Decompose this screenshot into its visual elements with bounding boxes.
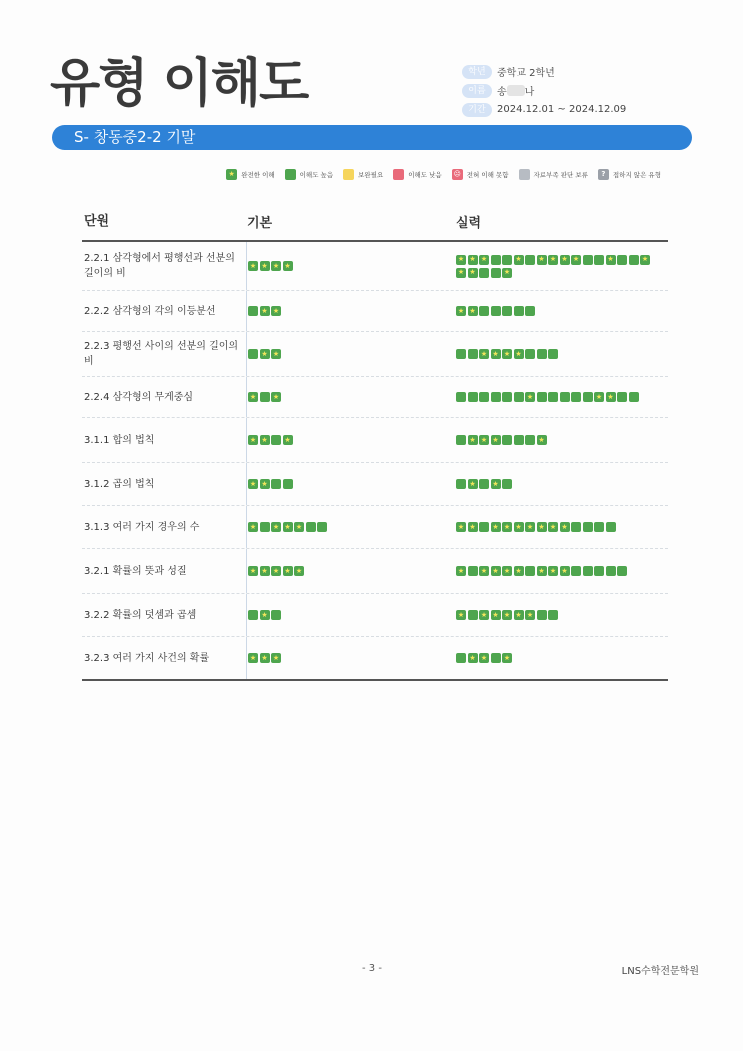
basic-markers <box>246 291 456 331</box>
high-understanding-marker <box>271 479 281 489</box>
high-understanding-marker <box>583 522 593 532</box>
high-understanding-marker <box>629 255 639 265</box>
full-understanding-marker: ★ <box>249 479 257 488</box>
table-row <box>82 594 668 637</box>
table-body <box>82 242 668 681</box>
full-understanding-marker: ★ <box>607 255 614 263</box>
full-understanding-marker: ★ <box>515 255 522 263</box>
legend-item <box>393 169 441 180</box>
full-understanding-marker: ★ <box>538 566 545 575</box>
high-understanding-marker <box>479 306 489 316</box>
unit-name: 2.2.4 삼각형의 무게중심 <box>84 391 194 403</box>
full-understanding-marker: ★ <box>272 349 280 358</box>
high-understanding-marker <box>548 349 558 359</box>
full-understanding-marker: ★ <box>538 522 545 531</box>
advanced-markers <box>456 566 661 576</box>
high-understanding-marker <box>537 610 547 620</box>
full-understanding-marker: ★ <box>249 435 257 444</box>
high-understanding-marker <box>260 392 270 402</box>
full-understanding-marker: ★ <box>249 522 257 531</box>
high-understanding-marker <box>491 392 501 402</box>
basic-markers <box>246 377 456 417</box>
full-understanding-marker: ★ <box>526 522 534 531</box>
high-understanding-marker <box>502 255 512 265</box>
high-understanding-marker <box>502 392 512 402</box>
high-understanding-marker <box>617 392 627 402</box>
basic-markers <box>246 463 456 505</box>
advanced-markers <box>456 610 661 620</box>
full-understanding-marker: ★ <box>457 268 465 276</box>
high-understanding-marker <box>514 306 524 316</box>
table-row <box>82 418 668 463</box>
high-understanding-marker <box>525 255 535 265</box>
high-understanding-marker <box>271 435 281 445</box>
unit-name: 2.2.3 평행선 사이의 선분의 길이의 비 <box>84 341 239 367</box>
high-understanding-marker <box>606 566 616 576</box>
high-understanding-marker <box>317 522 327 532</box>
advanced-markers <box>456 306 661 316</box>
high-understanding-marker <box>525 349 535 359</box>
full-understanding-marker: ★ <box>480 566 488 575</box>
full-understanding-marker: ★ <box>549 255 557 263</box>
high-understanding-marker <box>583 566 593 576</box>
high-understanding-marker <box>502 435 512 445</box>
full-understanding-marker: ★ <box>249 653 257 662</box>
unit-name: 3.1.3 여러 가지 경우의 수 <box>84 521 200 533</box>
basic-markers <box>246 418 456 462</box>
full-understanding-marker: ★ <box>457 610 465 619</box>
page-number: - 3 - <box>362 963 382 974</box>
high-understanding-marker <box>594 522 604 532</box>
high-understanding-marker <box>248 349 258 359</box>
advanced-markers <box>456 522 661 532</box>
legend-low-icon <box>393 169 404 180</box>
full-understanding-marker: ★ <box>515 610 522 619</box>
high-understanding-marker <box>594 255 604 265</box>
full-understanding-marker: ★ <box>503 522 511 531</box>
full-understanding-marker: ★ <box>480 349 488 358</box>
basic-markers <box>246 594 456 636</box>
high-understanding-marker <box>271 610 281 620</box>
full-understanding-marker: ★ <box>261 479 268 488</box>
full-understanding-marker: ★ <box>480 653 488 662</box>
high-understanding-marker <box>502 306 512 316</box>
full-understanding-marker: ★ <box>249 392 257 401</box>
high-understanding-marker <box>468 610 478 620</box>
high-understanding-marker <box>514 392 524 402</box>
full-understanding-marker: ★ <box>480 255 488 263</box>
legend-label: 이해도 낮음 <box>408 171 442 179</box>
full-understanding-marker: ★ <box>249 566 257 575</box>
high-understanding-marker <box>491 268 501 278</box>
high-understanding-marker <box>583 392 593 402</box>
full-understanding-marker: ★ <box>469 653 476 662</box>
high-understanding-marker <box>491 653 501 663</box>
full-understanding-marker: ★ <box>261 435 268 444</box>
high-understanding-marker <box>248 306 258 316</box>
full-understanding-marker: ★ <box>295 522 303 531</box>
legend-item <box>226 169 274 180</box>
full-understanding-marker: ★ <box>272 522 280 531</box>
full-understanding-marker: ★ <box>272 261 280 270</box>
advanced-markers <box>456 479 661 489</box>
high-understanding-marker <box>456 653 466 663</box>
full-understanding-marker: ★ <box>492 610 499 619</box>
high-understanding-marker <box>491 255 501 265</box>
high-understanding-marker <box>491 306 501 316</box>
full-understanding-marker: ★ <box>607 392 614 401</box>
advanced-markers <box>456 392 661 402</box>
full-understanding-marker: ★ <box>492 349 499 358</box>
legend-label: 전혀 이해 못함 <box>466 171 509 179</box>
full-understanding-marker: ★ <box>284 435 291 444</box>
legend-hold-icon <box>519 169 530 180</box>
unit-name: 3.1.1 합의 법칙 <box>84 434 155 446</box>
full-understanding-marker: ★ <box>284 566 291 575</box>
full-understanding-marker: ★ <box>261 306 268 315</box>
full-understanding-marker: ★ <box>261 566 268 575</box>
full-understanding-marker: ★ <box>641 255 649 263</box>
unit-name: 2.2.1 삼각형에서 평행선과 선분의 길이의 비 <box>84 253 235 279</box>
info-value: 2024.12.01 ~ 2024.12.09 <box>497 104 627 115</box>
high-understanding-marker <box>456 479 466 489</box>
table-row <box>82 506 668 549</box>
full-understanding-marker: ★ <box>261 653 268 662</box>
full-understanding-marker: ★ <box>561 522 568 531</box>
full-understanding-marker: ★ <box>503 566 511 575</box>
info-row-grade <box>462 62 626 81</box>
legend-unseen-icon: ? <box>598 169 609 180</box>
high-understanding-marker <box>468 349 478 359</box>
redacted-name <box>507 85 525 96</box>
full-understanding-marker: ★ <box>492 566 499 575</box>
full-understanding-marker: ★ <box>561 566 568 575</box>
legend-item <box>285 169 333 180</box>
full-understanding-marker: ★ <box>503 610 511 619</box>
full-understanding-marker: ★ <box>284 261 291 270</box>
high-understanding-marker <box>479 522 489 532</box>
full-understanding-marker: ★ <box>261 610 268 619</box>
info-row-name <box>462 81 626 100</box>
exam-banner: S- 창동중2-2 기말 <box>52 125 692 150</box>
understanding-table <box>82 203 668 681</box>
info-key: 학년 <box>462 65 492 79</box>
full-understanding-marker: ★ <box>469 435 476 444</box>
legend-label: 이해도 높음 <box>299 171 334 179</box>
page-title: 유형 이해도 <box>50 54 308 114</box>
advanced-markers <box>456 349 661 359</box>
high-understanding-marker <box>260 522 270 532</box>
basic-markers <box>246 242 456 290</box>
unit-name: 3.2.3 여러 가지 사건의 확률 <box>84 652 210 664</box>
high-understanding-marker <box>514 435 524 445</box>
high-understanding-marker <box>479 268 489 278</box>
full-understanding-marker: ★ <box>492 435 499 444</box>
unit-name: 3.2.1 확률의 뜻과 성질 <box>84 565 187 577</box>
full-understanding-marker: ★ <box>538 435 545 444</box>
student-info <box>462 62 626 119</box>
legend-label: 완전한 이해 <box>241 171 275 179</box>
unit-name: 3.2.2 확률의 덧셈과 곱셈 <box>84 609 197 621</box>
info-key: 기간 <box>462 103 492 117</box>
full-understanding-marker: ★ <box>515 522 522 531</box>
legend-star-icon: ★ <box>226 169 237 180</box>
full-understanding-marker: ★ <box>457 522 465 531</box>
full-understanding-marker: ★ <box>549 522 557 531</box>
full-understanding-marker: ★ <box>261 261 268 270</box>
header-basic: 기본 <box>247 216 273 231</box>
table-header <box>82 203 668 242</box>
info-value: 송 <box>497 87 507 98</box>
table-row <box>82 637 668 681</box>
full-understanding-marker: ★ <box>457 255 465 263</box>
full-understanding-marker: ★ <box>538 255 545 263</box>
unit-name: 3.1.2 곱의 법칙 <box>84 478 155 490</box>
header-unit: 단원 <box>84 214 110 229</box>
high-understanding-marker <box>456 392 466 402</box>
high-understanding-marker <box>537 392 547 402</box>
high-understanding-marker <box>479 479 489 489</box>
info-value: 중학교 2학년 <box>497 68 555 79</box>
full-understanding-marker: ★ <box>503 349 511 358</box>
advanced-markers <box>456 255 661 278</box>
high-understanding-marker <box>248 610 258 620</box>
organization-name: LNS수학전문학원 <box>621 966 699 977</box>
high-understanding-marker <box>617 255 627 265</box>
full-understanding-marker: ★ <box>272 392 280 401</box>
full-understanding-marker: ★ <box>457 306 465 315</box>
legend-item <box>343 169 383 180</box>
high-understanding-marker <box>606 522 616 532</box>
full-understanding-marker: ★ <box>272 566 280 575</box>
high-understanding-marker <box>548 610 558 620</box>
basic-markers <box>246 506 456 548</box>
full-understanding-marker: ★ <box>526 610 534 619</box>
full-understanding-marker: ★ <box>272 306 280 315</box>
advanced-markers <box>456 653 661 663</box>
legend-label: 보완필요 <box>358 171 384 179</box>
full-understanding-marker: ★ <box>503 653 511 662</box>
high-understanding-marker <box>594 566 604 576</box>
table-row <box>82 377 668 418</box>
full-understanding-marker: ★ <box>469 255 476 263</box>
full-understanding-marker: ★ <box>457 566 465 575</box>
legend <box>216 169 661 180</box>
legend-item <box>452 169 509 180</box>
full-understanding-marker: ★ <box>492 522 499 531</box>
legend-label: 접하지 않은 유형 <box>612 171 661 179</box>
advanced-markers <box>456 435 661 445</box>
high-understanding-marker <box>537 349 547 359</box>
high-understanding-marker <box>283 479 293 489</box>
full-understanding-marker: ★ <box>480 610 488 619</box>
full-understanding-marker: ★ <box>295 566 303 575</box>
table-row <box>82 242 668 291</box>
full-understanding-marker: ★ <box>272 653 280 662</box>
high-understanding-marker <box>502 479 512 489</box>
table-row <box>82 549 668 594</box>
high-understanding-marker <box>525 566 535 576</box>
high-understanding-marker <box>571 566 581 576</box>
info-key: 이름 <box>462 84 492 98</box>
full-understanding-marker: ★ <box>503 268 511 276</box>
legend-item <box>519 169 588 180</box>
full-understanding-marker: ★ <box>261 349 268 358</box>
high-understanding-marker <box>548 392 558 402</box>
legend-item <box>598 169 661 180</box>
full-understanding-marker: ★ <box>249 261 257 270</box>
basic-markers <box>246 332 456 376</box>
high-understanding-marker <box>479 392 489 402</box>
unit-name: 2.2.2 삼각형의 각의 이등분선 <box>84 305 216 317</box>
full-understanding-marker: ★ <box>469 479 476 488</box>
table-row <box>82 291 668 332</box>
high-understanding-marker <box>525 306 535 316</box>
full-understanding-marker: ★ <box>492 479 499 488</box>
high-understanding-marker <box>456 435 466 445</box>
high-understanding-marker <box>456 349 466 359</box>
full-understanding-marker: ★ <box>469 522 476 531</box>
high-understanding-marker <box>629 392 639 402</box>
high-understanding-marker <box>468 392 478 402</box>
legend-label: 자료부족 판단 보류 <box>533 171 588 179</box>
legend-need-icon <box>343 169 354 180</box>
basic-markers <box>246 637 456 679</box>
full-understanding-marker: ★ <box>284 522 291 531</box>
high-understanding-marker <box>306 522 316 532</box>
full-understanding-marker: ★ <box>469 268 476 276</box>
full-understanding-marker: ★ <box>515 566 522 575</box>
full-understanding-marker: ★ <box>526 392 534 401</box>
high-understanding-marker <box>468 566 478 576</box>
full-understanding-marker: ★ <box>549 566 557 575</box>
high-understanding-marker <box>571 522 581 532</box>
high-understanding-marker <box>571 392 581 402</box>
high-understanding-marker <box>525 435 535 445</box>
basic-markers <box>246 549 456 593</box>
high-understanding-marker <box>617 566 627 576</box>
full-understanding-marker: ★ <box>572 255 580 263</box>
high-understanding-marker <box>560 392 570 402</box>
full-understanding-marker: ★ <box>515 349 522 358</box>
full-understanding-marker: ★ <box>561 255 568 263</box>
info-row-period <box>462 100 626 119</box>
info-value-suffix: 나 <box>524 87 535 98</box>
table-row <box>82 332 668 377</box>
full-understanding-marker: ★ <box>480 435 488 444</box>
full-understanding-marker: ★ <box>595 392 603 401</box>
table-row <box>82 463 668 506</box>
legend-high-icon <box>285 169 296 180</box>
full-understanding-marker: ★ <box>469 306 476 315</box>
header-advanced: 실력 <box>456 216 482 231</box>
legend-none-icon: ☹ <box>453 170 461 178</box>
high-understanding-marker <box>583 255 593 265</box>
